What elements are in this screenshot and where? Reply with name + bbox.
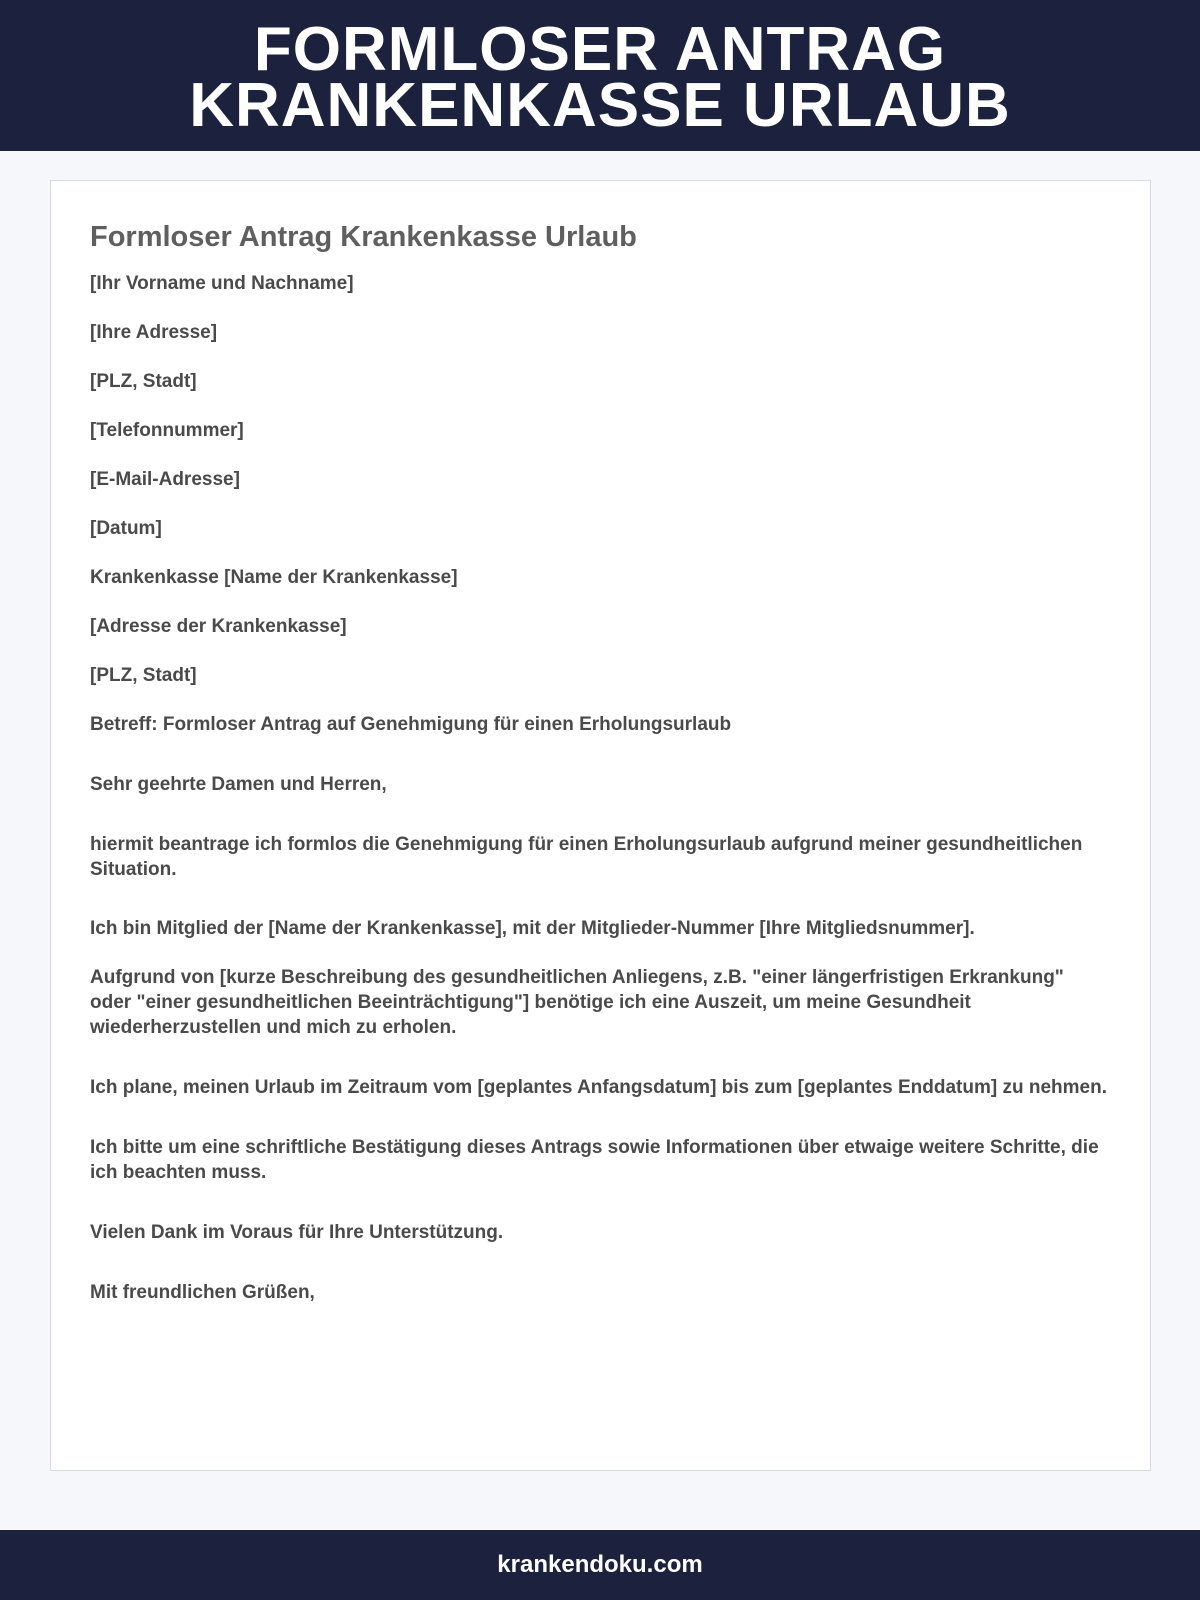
letter-card [50, 180, 1151, 1471]
letter-subject: Betreff: Formloser Antrag auf Genehmigung für einen Erholungsurlaub [90, 714, 732, 735]
page-banner-title [0, 15, 1200, 140]
letter-paragraph: Vielen Dank im Voraus für Ihre Unterstützung. [90, 1222, 504, 1243]
recipient-block [90, 565, 1110, 688]
banner-title-line-1: FORMLOSER ANTRAG [253, 15, 947, 84]
footer-site-link[interactable]: krankendoku.com [497, 1551, 703, 1578]
recipient-address: [Adresse der Krankenkasse] [90, 616, 347, 637]
letter-paragraph: Ich bin Mitglied der [Name der Krankenkasse], mit der Mitglieder-Nummer [Ihre Mitgliedsnummer]. [90, 918, 975, 939]
sender-email: [E-Mail-Adresse] [90, 469, 240, 490]
sender-block [90, 271, 1110, 541]
sender-address: [Ihre Adresse] [90, 322, 218, 343]
page-header [0, 0, 1200, 151]
letter-date: [Datum] [90, 518, 162, 539]
letter-closing: Mit freundlichen Grüßen, [90, 1282, 315, 1303]
recipient-name: Krankenkasse [Name der Krankenkasse] [90, 567, 458, 588]
letter-salutation: Sehr geehrte Damen und Herren, [90, 774, 387, 795]
sender-name: [Ihr Vorname und Nachname] [90, 273, 354, 294]
sender-city: [PLZ, Stadt] [90, 371, 197, 392]
letter-title: Formloser Antrag Krankenkasse Urlaub [90, 221, 637, 253]
page-footer [0, 1530, 1200, 1600]
banner-title-line-2: KRANKENKASSE URLAUB [189, 71, 1011, 140]
letter-paragraph: Ich bitte um eine schriftliche Bestätigung dieses Antrags sowie Informationen über etwaige weitere Schritte, die ich beachten muss. [90, 1137, 1099, 1183]
sender-phone: [Telefonnummer] [90, 420, 244, 441]
letter-paragraph: hiermit beantrage ich formlos die Genehmigung für einen Erholungsurlaub aufgrund meiner gesundheitlichen Situation. [90, 834, 1083, 880]
recipient-city: [PLZ, Stadt] [90, 665, 197, 686]
letter-paragraph: Aufgrund von [kurze Beschreibung des gesundheitlichen Anliegens, z.B. "einer längerfristigen Erkrankung" oder "einer gesundheitlichen Beeinträchtigung"] benötige ich eine Auszeit, um meine Gesundheit wiederherzustellen und mich zu erholen. [90, 967, 1064, 1038]
letter-paragraph: Ich plane, meinen Urlaub im Zeitraum vom [geplantes Anfangsdatum] bis zum [geplantes Enddatum] zu nehmen. [90, 1077, 1107, 1098]
